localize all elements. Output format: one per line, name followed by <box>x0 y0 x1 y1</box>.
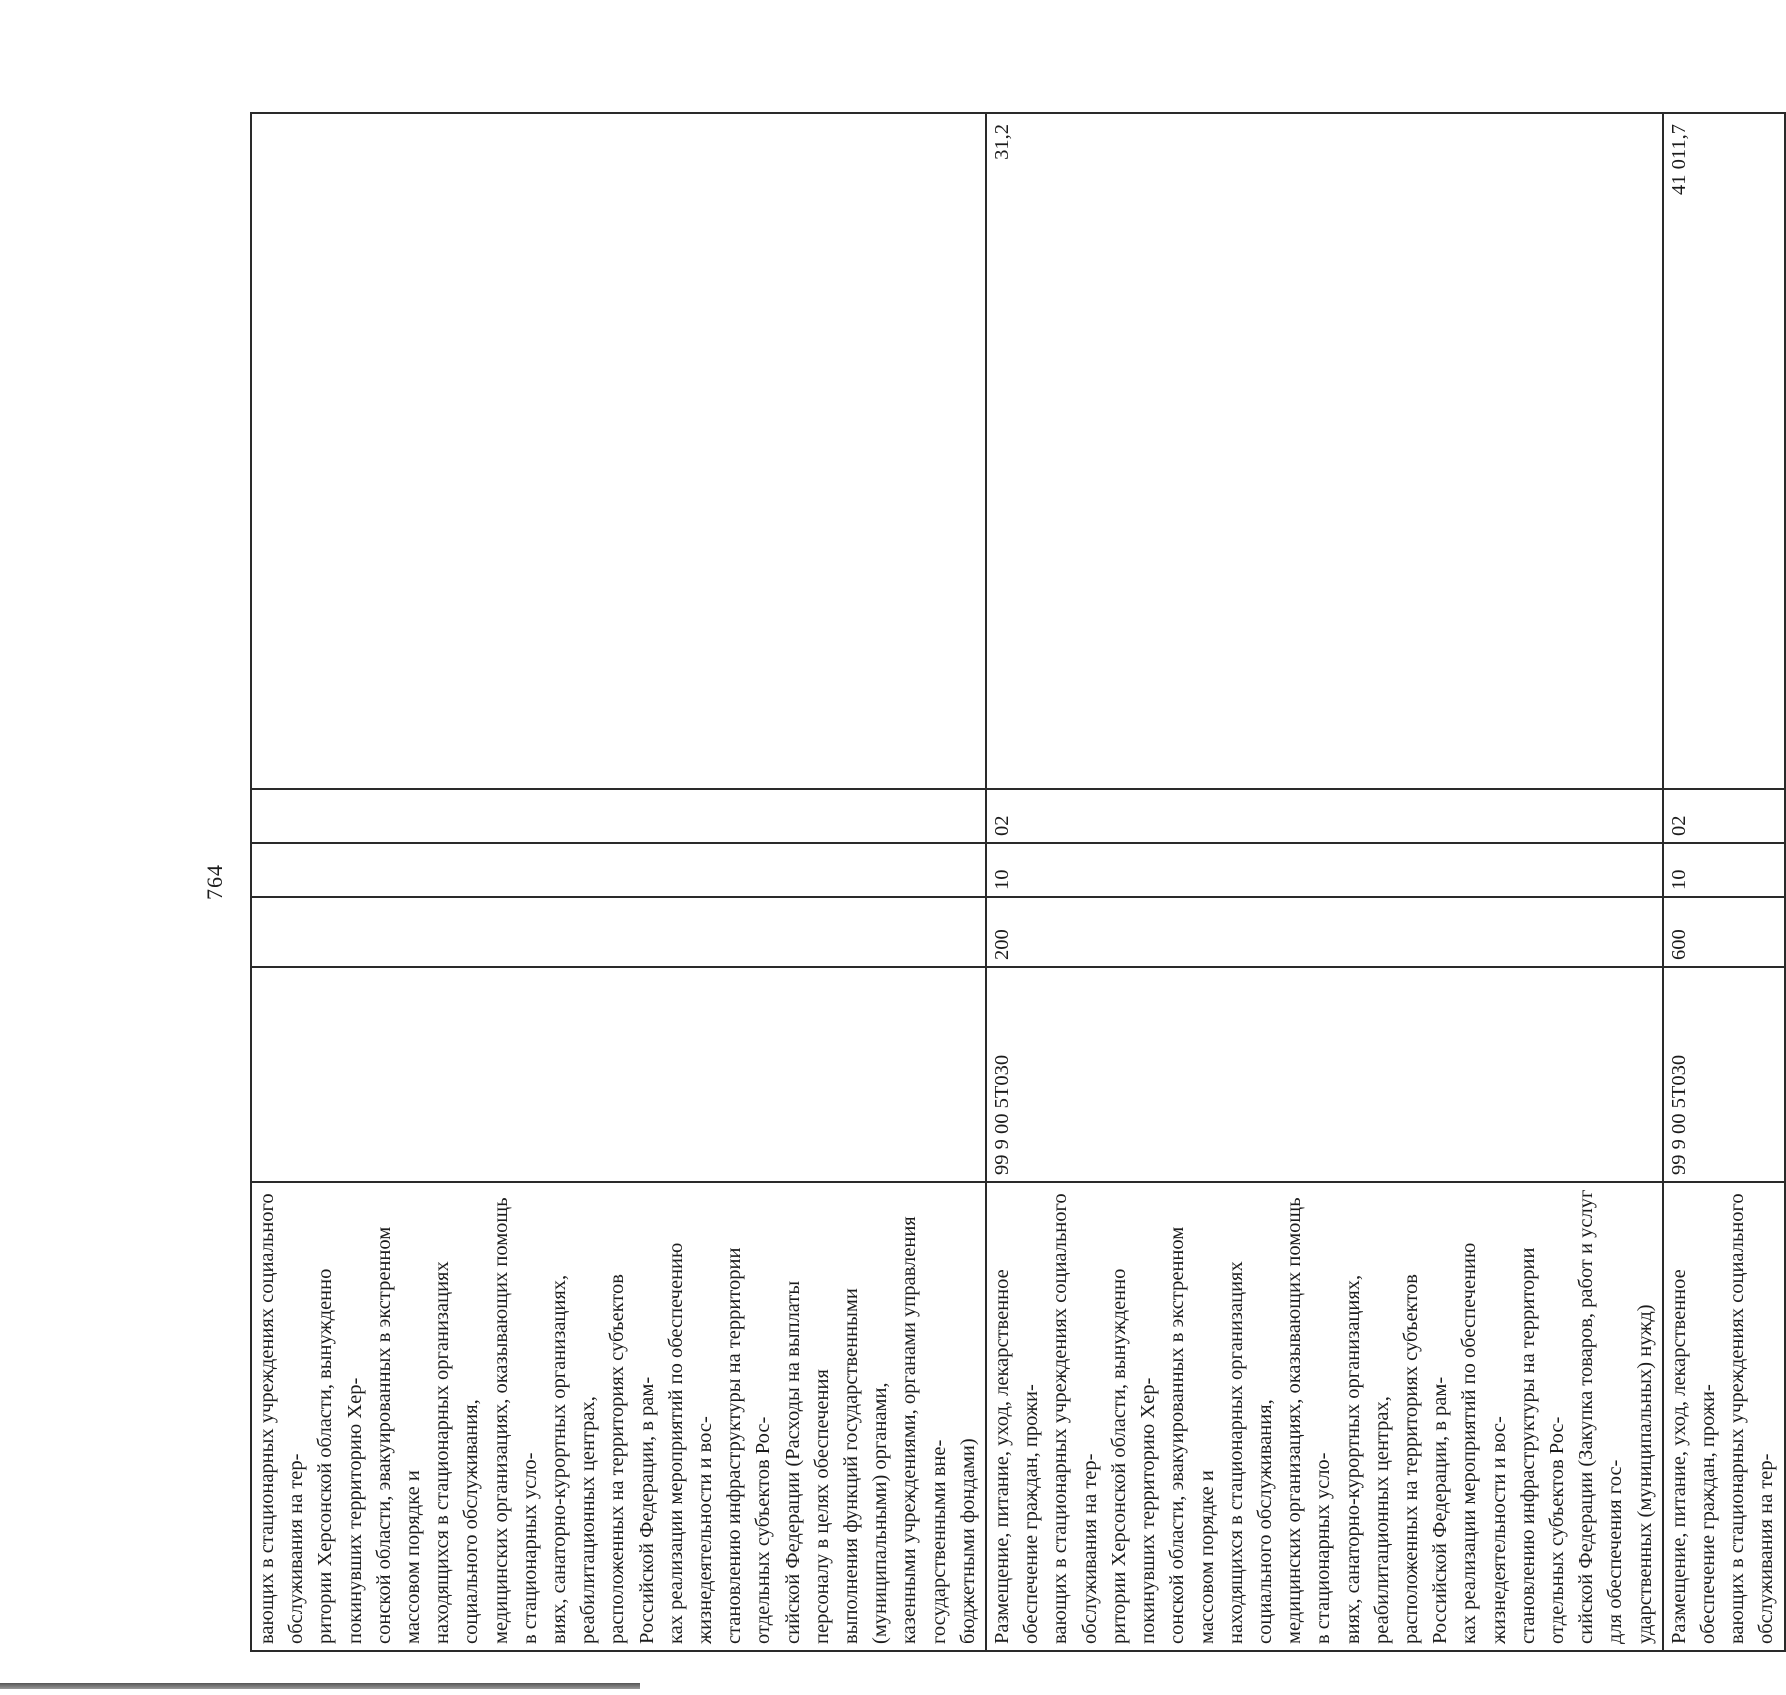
scan-edge-divider <box>0 1683 640 1689</box>
amount: 31,2 <box>986 113 1663 789</box>
subsection-code: 02 <box>1663 789 1785 843</box>
rotated-sheet <box>202 112 1778 1652</box>
table-row <box>1663 113 1785 1651</box>
subsection-code: 02 <box>986 789 1663 843</box>
target-article-code: 99 9 00 5Т030 <box>1663 967 1785 1182</box>
row-description: вающих в стационарных учреждениях социального обслуживания на тер- ритории Херсонской области, вынужденно покинувших территорию Хер- сонской области, эвакуированных в экстренном массовом порядке и находящихся в стационарных организациях социального обслуживания, медицинских организациях, оказывающих помощь в стационарных усло- виях, санаторно-курортных организациях, реабилитационных центрах, расположенных на территориях субъектов Российской Федерации, в рам- ках реализации мероприятий по обеспечению жизнедеятельности и вос- становлению инфраструктуры на территории отдельных субъектов Рос- сийской Федерации (Расходы на выплаты персоналу в целях обеспечения выполнения функций государственными (муниципальными) органами, казенными учреждениями, органами управления государственными вне- бюджетными фондами) <box>251 1182 986 1651</box>
amount <box>251 113 986 789</box>
target-article-code <box>251 967 986 1182</box>
expense-type-code: 600 <box>1663 897 1785 967</box>
page-number: 764 <box>202 864 227 900</box>
row-description: Размещение, питание, уход, лекарственное обеспечение граждан, прожи- вающих в стационарных учреждениях социального обслуживания на тер- ритории Херсонской области, вынужденно покинувших территорию Хер- сонской области, эвакуированных в экстренном массовом порядке и находящихся в стационарных организациях социального обслуживания, медицинских организациях, оказывающих помощь в стационарных усло- виях, санаторно-курортных организациях, реабилитационных центрах, расположенных на территориях субъектов Российской Федерации, в рам- ках реализации мероприятий по обеспечению жизнедеятельности и вос- становлению инфраструктуры на территории отдельных субъектов Рос- сийской Федерации (Закупка товаров, работ и услуг для обеспечения гос- ударственных (муниципальных) нужд) <box>986 1182 1663 1651</box>
section-code: 10 <box>986 843 1663 897</box>
subsection-code <box>251 789 986 843</box>
table-row <box>251 113 986 1651</box>
expense-type-code: 200 <box>986 897 1663 967</box>
table-row <box>986 113 1663 1651</box>
section-code <box>251 843 986 897</box>
amount: 41 011,7 <box>1663 113 1785 789</box>
section-code: 10 <box>1663 843 1785 897</box>
budget-table <box>250 112 1786 1652</box>
target-article-code: 99 9 00 5Т030 <box>986 967 1663 1182</box>
row-description: Размещение, питание, уход, лекарственное обеспечение граждан, прожи- вающих в стационарных учреждениях социального обслуживания на тер- <box>1663 1182 1785 1651</box>
expense-type-code <box>251 897 986 967</box>
